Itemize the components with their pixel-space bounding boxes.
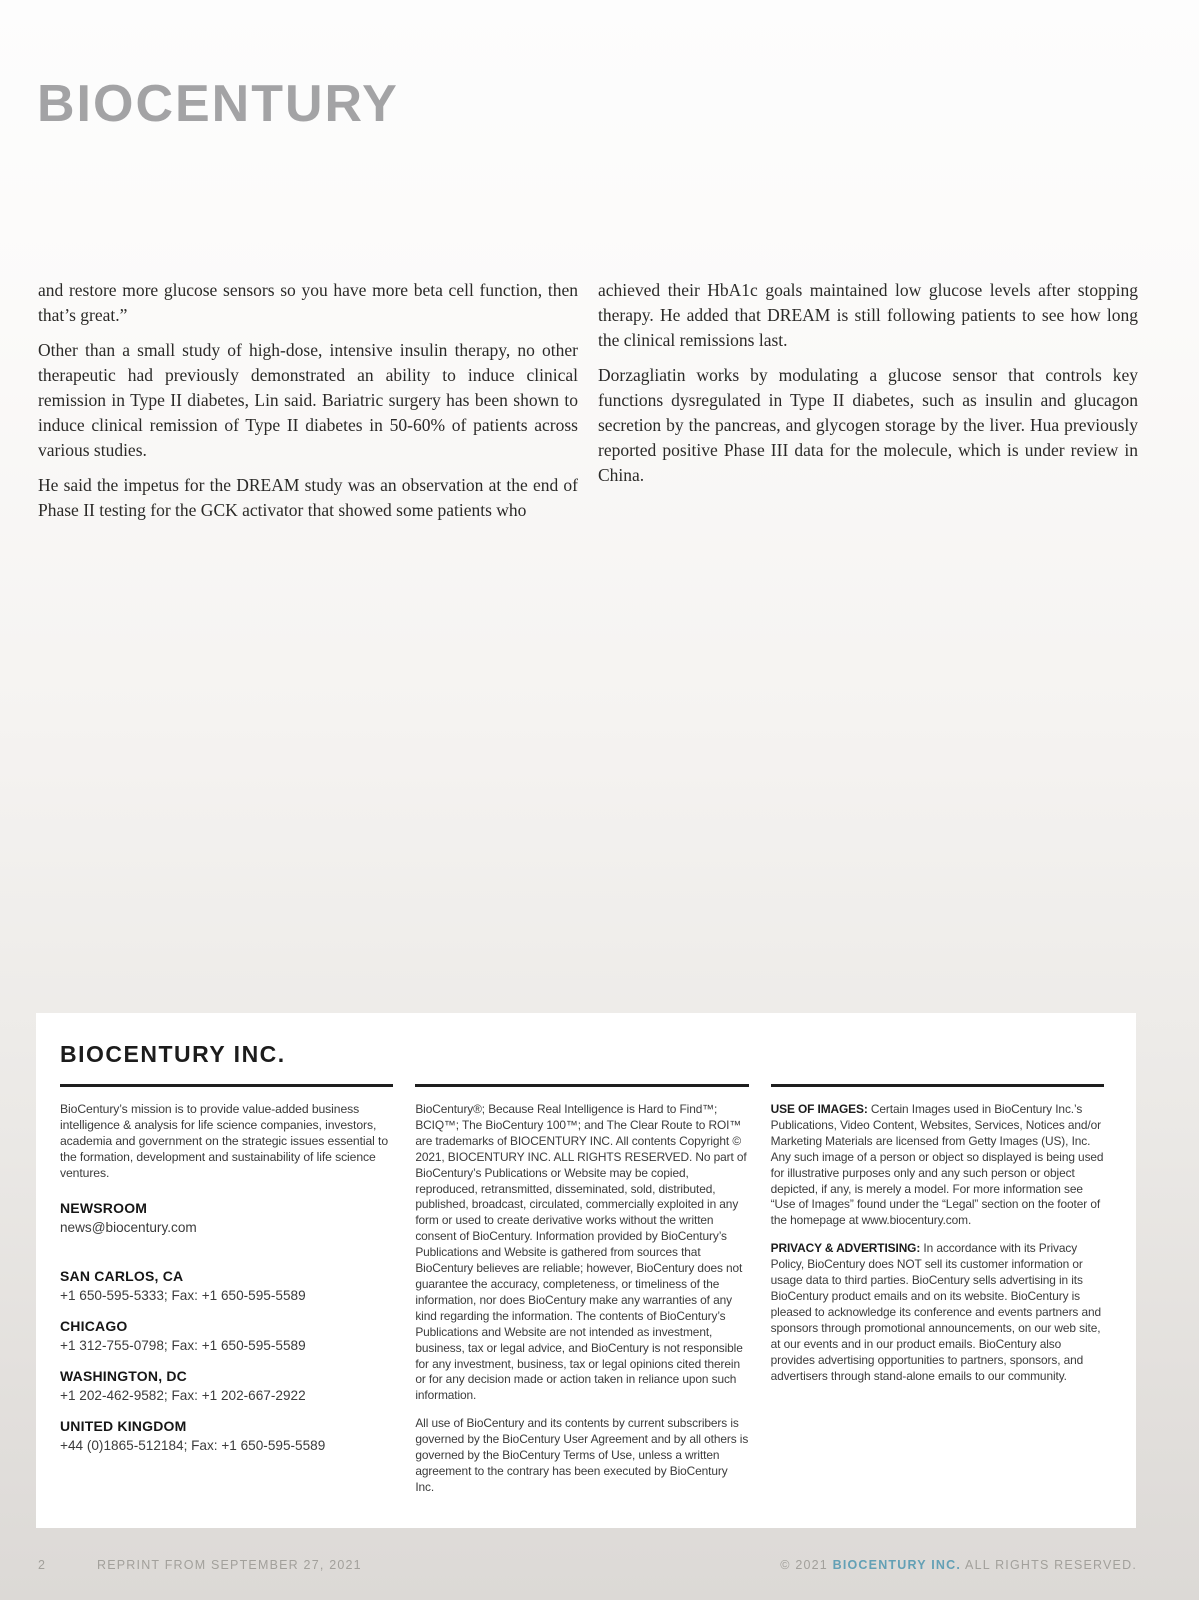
article-paragraph: He said the impetus for the DREAM study was an observation at the end of Phase II testing for the GCK activator that showed some patients who — [38, 475, 578, 520]
article-body — [38, 278, 1138, 533]
legal-paragraph: All use of BioCentury and its contents by current subscribers is governed by the BioCentury User Agreement and by all others is governed by the BioCentury Terms of Use, unless a written agreement to the contrary has been executed by BioCentury Inc. — [415, 1416, 749, 1494]
article-paragraph: and restore more glucose sensors so you have more beta cell function, then that’s great.” — [38, 280, 578, 325]
privacy-advertising-text: In accordance with its Privacy Policy, BioCentury does NOT sell its customer information or usage data to third parties. BioCentury sells advertising in its BioCentury product emails and on its website. BioCentury is pleased to acknowledge its conference and events partners and sponsors through promotional announcements, on our web site, at our events and in our product emails. BioCentury also provides advertising opportunities to partners, sponsors, and advertisers through stand-alone emails to our community. — [770, 1241, 1102, 1383]
use-of-images-label: USE OF IMAGES: — [770, 1102, 868, 1116]
article-column-right — [598, 278, 1138, 533]
use-of-images-paragraph — [771, 1102, 1104, 1229]
contact-phone: +1 312-755-0798; Fax: +1 650-595-5589 — [60, 1337, 306, 1353]
biocentury-link[interactable]: BIOCENTURY INC. — [832, 1558, 962, 1572]
article-paragraph: achieved their HbA1c goals maintained low glucose levels after stopping therapy. He added that DREAM is still following patients to see how long the clinical remissions last. — [598, 280, 1138, 350]
article-paragraph: Other than a small study of high-dose, intensive insulin therapy, no other therapeutic had previously demonstrated an ability to induce clinical remission in Type II diabetes, Lin said. Bariatric surgery has been shown to induce clinical remission of Type II diabetes in 50-60% of patients across various studies. — [38, 340, 578, 460]
contact-phone: +1 650-595-5333; Fax: +1 650-595-5589 — [60, 1287, 306, 1303]
reprint-date-label: REPRINT FROM SEPTEMBER 27, 2021 — [97, 1558, 362, 1572]
page-number: 2 — [38, 1558, 47, 1572]
article-paragraph: Dorzagliatin works by modulating a glucose sensor that controls key functions dysregulated in Type II diabetes, such as insulin and glucagon secretion by the pancreas, and glycogen storage by the liver. Hua previously reported positive Phase III data for the molecule, which is under review in China. — [598, 365, 1138, 485]
company-heading: BIOCENTURY INC. — [60, 1041, 286, 1067]
privacy-advertising-label: PRIVACY & ADVERTISING: — [770, 1241, 921, 1256]
contact-chicago — [60, 1316, 393, 1356]
contact-phone: +1 202-462-9582; Fax: +1 202-667-2922 — [60, 1387, 306, 1403]
contact-newsroom — [60, 1198, 393, 1238]
biocentury-logo: BIOCENTURY — [37, 75, 399, 133]
column-rule — [415, 1084, 748, 1087]
info-column-legal — [415, 1084, 748, 1508]
contact-label: NEWSROOM — [60, 1199, 148, 1216]
use-of-images-text: Certain Images used in BioCentury Inc.’s Publications, Video Content, Websites, Services, Notices and/or Marketing Materials are licensed from Getty Images (US), Inc. Any such image of a person or object so displayed is being used for illustrative purposes only and any such person or object depicted, if any, is merely a model. For more information see “Use of Images” found under the “Legal” section on the footer of the homepage at www.biocentury.com. — [770, 1102, 1104, 1228]
privacy-advertising-paragraph — [771, 1241, 1104, 1384]
info-column-contacts — [60, 1084, 393, 1508]
copyright-suffix: ALL RIGHTS RESERVED. — [961, 1558, 1137, 1572]
copyright-notice — [780, 1558, 1137, 1572]
contact-uk — [60, 1416, 393, 1456]
copyright-prefix: © 2021 — [780, 1558, 833, 1572]
contact-label: WASHINGTON, DC — [60, 1367, 187, 1384]
contact-label: UNITED KINGDOM — [60, 1417, 187, 1434]
column-rule — [771, 1084, 1104, 1087]
company-info-box — [36, 1013, 1136, 1528]
contact-label: CHICAGO — [60, 1317, 128, 1334]
article-column-left — [38, 278, 578, 533]
contact-label: SAN CARLOS, CA — [60, 1267, 184, 1284]
mission-statement: BioCentury’s mission is to provide value-added business intelligence & analysis for life science companies, investors, academia and government on the strategic issues essential to the formation, development and sustainability of life science ventures. — [60, 1102, 388, 1180]
newsroom-email[interactable]: news@biocentury.com — [60, 1219, 197, 1235]
info-column-policies — [771, 1084, 1104, 1508]
footer-bar — [38, 1558, 1137, 1572]
contact-san-carlos — [60, 1266, 393, 1306]
contact-washington — [60, 1366, 393, 1406]
column-rule — [60, 1084, 393, 1087]
legal-paragraph: BioCentury®; Because Real Intelligence is Hard to Find™; BCIQ™; The BioCentury 100™; and The Clear Route to ROI™ are trademarks of BIOCENTURY INC. All contents Copyright © 2021, BIOCENTURY INC. ALL RIGHTS RESERVED. No part of BioCentury’s Publications or Website may be copied, reproduced, retransmitted, disseminated, sold, distributed, published, broadcast, circulated, commercially exploited in any form or used to create derivative works without the written consent of BioCentury. Information provided by BioCentury’s Publications and Website is gathered from sources that BioCentury believes are reliable; however, BioCentury does not guarantee the accuracy, completeness, or timeliness of the information, nor does BioCentury make any warranties of any kind regarding the information. The contents of BioCentury’s Publications and Website are not intended as investment, business, tax or legal advice, and BioCentury is not responsible for any investment, business, tax or legal opinions cited therein or for any decision made or action taken in reliance upon such information. — [415, 1102, 747, 1403]
contact-phone: +44 (0)1865-512184; Fax: +1 650-595-5589 — [60, 1437, 326, 1453]
